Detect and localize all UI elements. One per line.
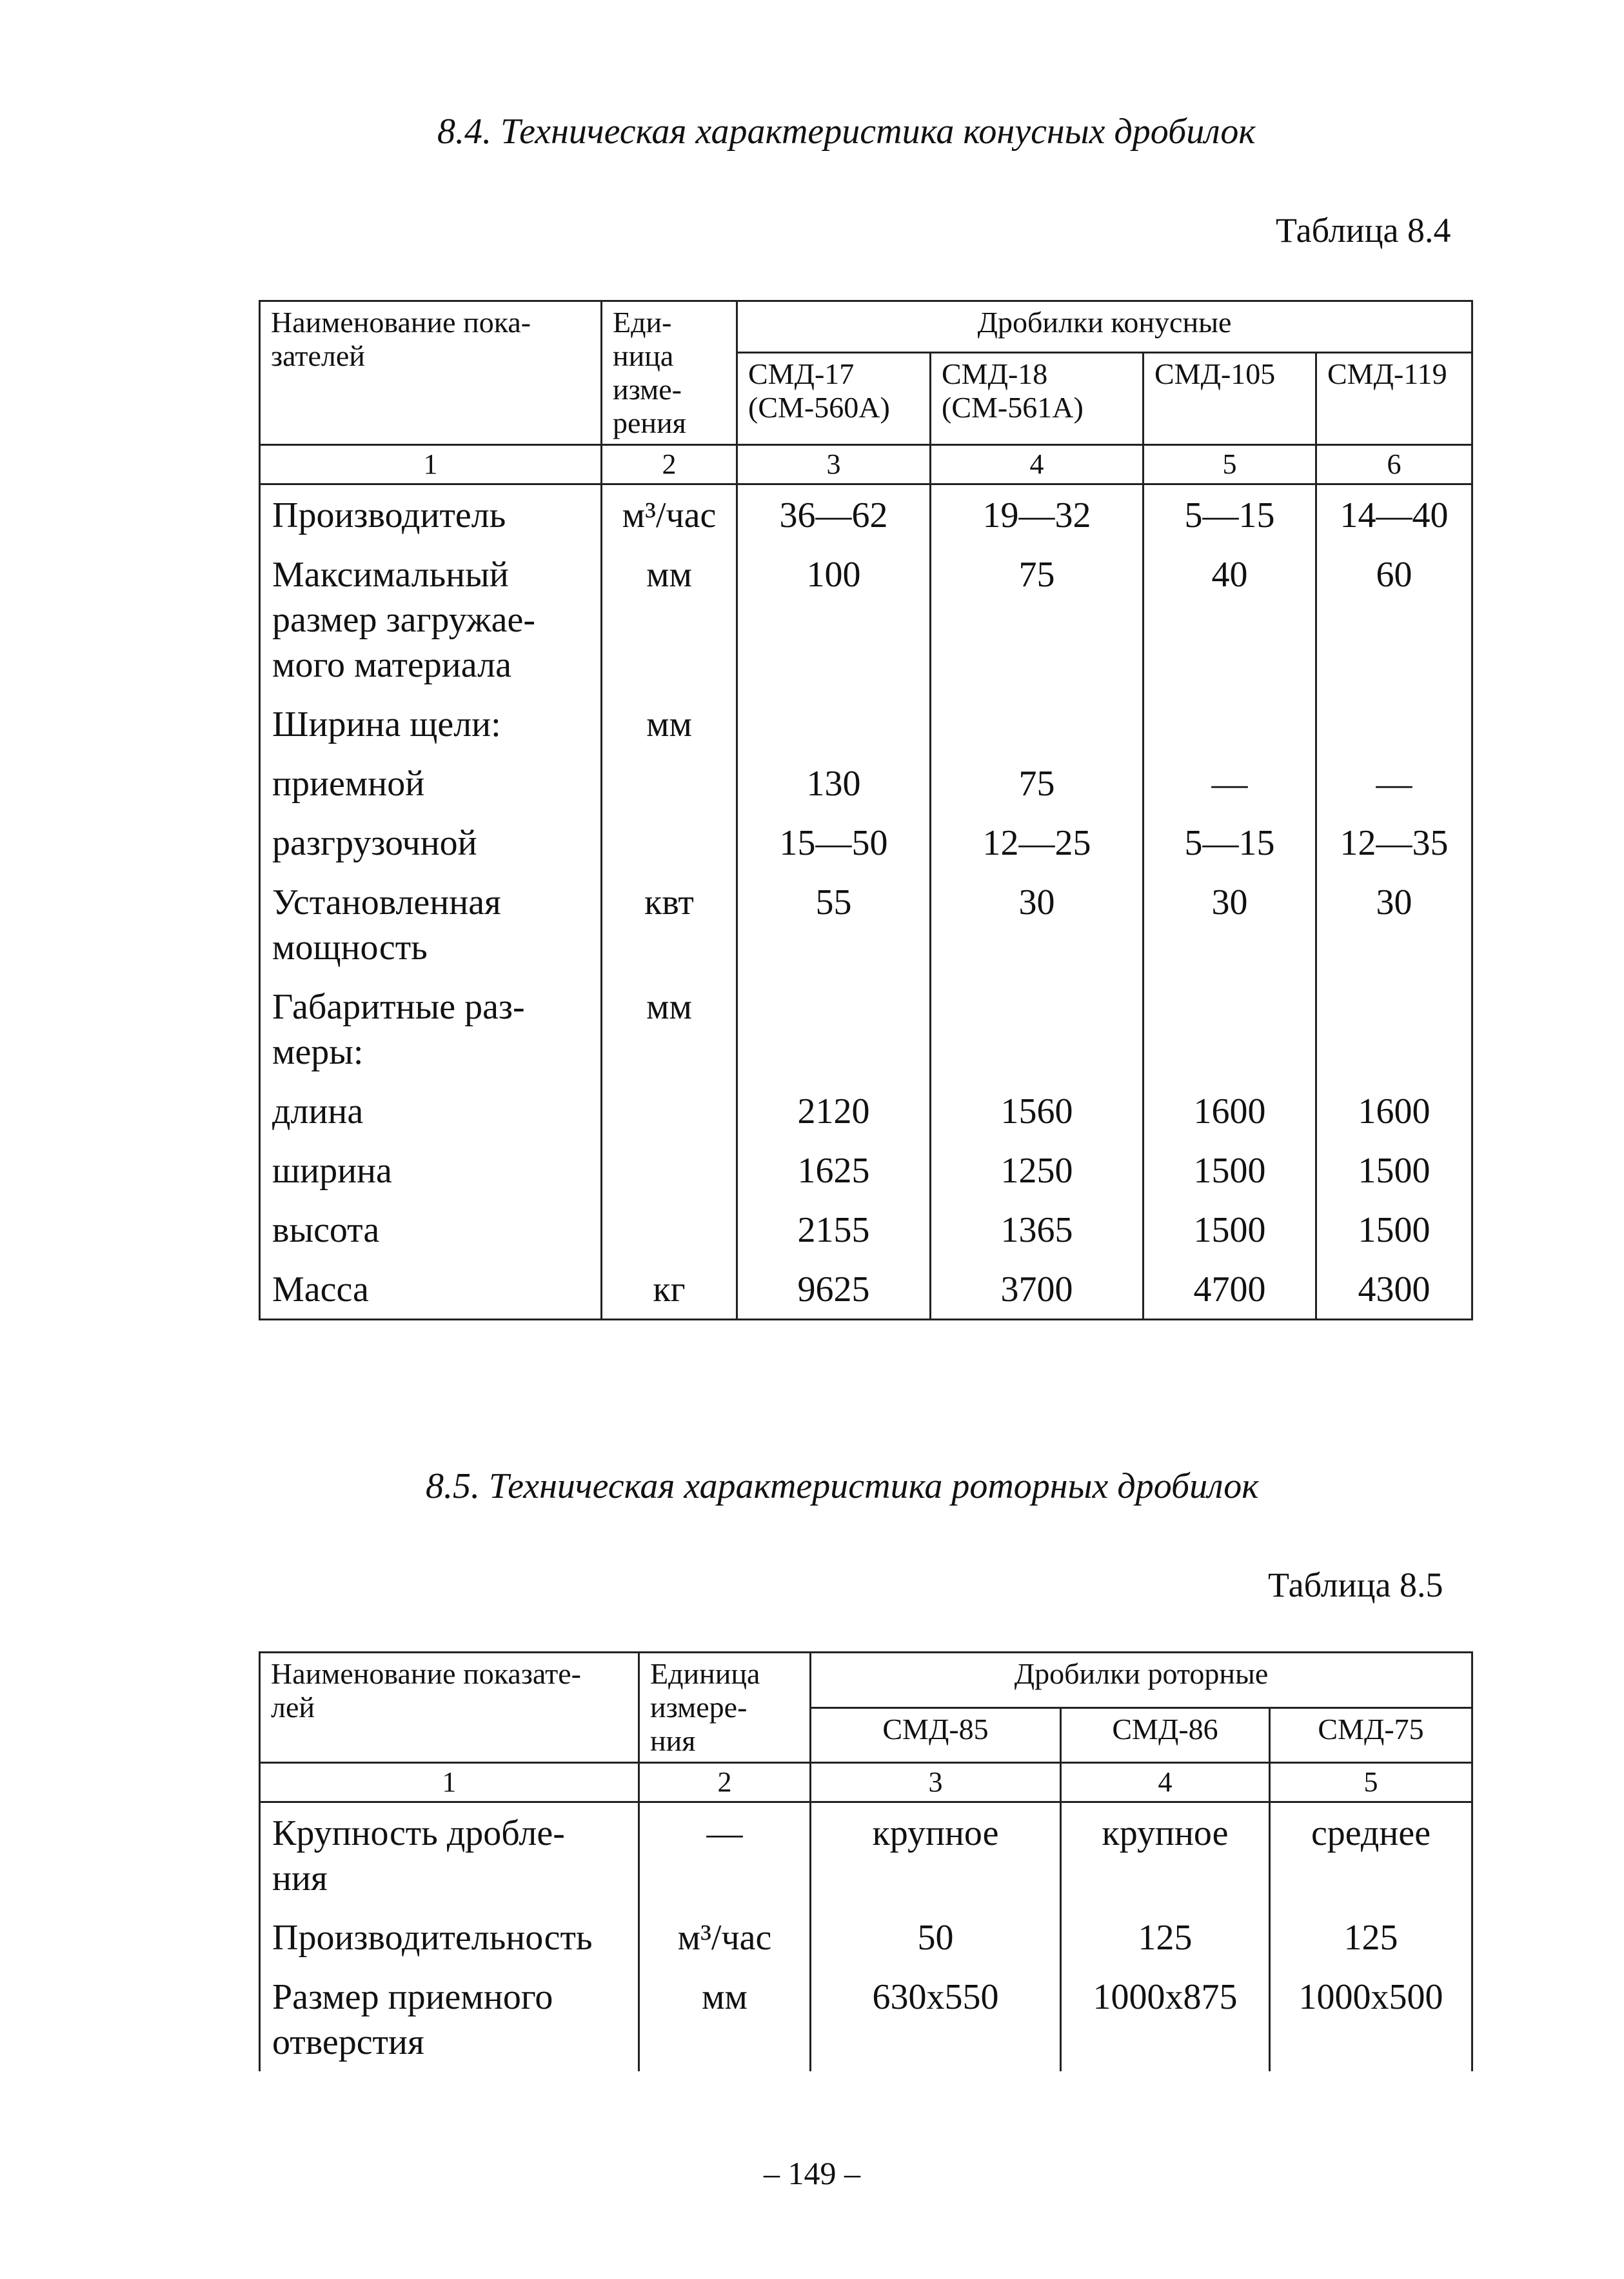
row-value-cell: 1500 <box>1316 1140 1472 1200</box>
row-value-cell <box>1316 694 1472 753</box>
row-value-cell: 4700 <box>1144 1259 1316 1320</box>
table-8-5 <box>259 1651 1473 2071</box>
column-number-cell: 4 <box>1061 1763 1270 1802</box>
table-row <box>260 1140 1472 1200</box>
row-value-cell: 75 <box>931 753 1144 813</box>
table-row <box>260 1259 1472 1320</box>
row-unit-cell: мм <box>602 977 737 1081</box>
row-value-cell: 55 <box>737 872 931 977</box>
row-value-cell: 19—32 <box>931 484 1144 545</box>
row-unit-cell <box>602 1081 737 1140</box>
row-value-cell: 1365 <box>931 1200 1144 1259</box>
row-value-cell: 2120 <box>737 1081 931 1140</box>
row-value-cell: 9625 <box>737 1259 931 1320</box>
row-value-cell: 1560 <box>931 1081 1144 1140</box>
row-unit-cell: мм <box>602 544 737 694</box>
row-value-cell: 1500 <box>1316 1200 1472 1259</box>
row-value-cell: 630х550 <box>811 1967 1061 2071</box>
row-name-cell: высота <box>260 1200 602 1259</box>
column-number-row <box>260 1763 1472 1802</box>
header-group-cell: Дробилки роторные <box>811 1653 1472 1708</box>
row-value-cell: 1000х875 <box>1061 1967 1270 2071</box>
row-value-cell: 100 <box>737 544 931 694</box>
table-row <box>260 484 1472 545</box>
section-title-8-5: 8.5. Техническая характеристика роторных дробилок <box>426 1466 1259 1506</box>
table-row <box>260 872 1472 977</box>
row-name-cell: разгрузочной <box>260 813 602 872</box>
row-value-cell: 125 <box>1270 1907 1472 1967</box>
row-unit-cell <box>602 1140 737 1200</box>
row-unit-cell: мм <box>602 694 737 753</box>
row-value-cell: 30 <box>931 872 1144 977</box>
table-row <box>260 1081 1472 1140</box>
table-row <box>260 544 1472 694</box>
row-value-cell: 30 <box>1144 872 1316 977</box>
row-unit-cell: кг <box>602 1259 737 1320</box>
row-value-cell: 12—25 <box>931 813 1144 872</box>
table-row <box>260 753 1472 813</box>
column-number-cell: 5 <box>1144 445 1316 484</box>
table-caption-8-4: Таблица 8.4 <box>1276 211 1451 250</box>
row-value-cell: 30 <box>1316 872 1472 977</box>
row-value-cell: 1500 <box>1144 1140 1316 1200</box>
row-value-cell <box>1144 694 1316 753</box>
row-name-cell: Габаритные раз- меры: <box>260 977 602 1081</box>
column-number-row <box>260 445 1472 484</box>
table-row <box>260 1967 1472 2071</box>
row-name-cell: ширина <box>260 1140 602 1200</box>
header-unit-cell: Единица измере- ния <box>639 1653 811 1763</box>
row-value-cell: крупное <box>1061 1802 1270 1908</box>
row-value-cell: 14—40 <box>1316 484 1472 545</box>
header-model-cell: СМД-86 <box>1061 1707 1270 1763</box>
row-name-cell: Масса <box>260 1259 602 1320</box>
table-row <box>260 977 1472 1081</box>
row-value-cell: 5—15 <box>1144 484 1316 545</box>
header-row <box>260 301 1472 353</box>
row-unit-cell <box>602 813 737 872</box>
row-value-cell <box>737 977 931 1081</box>
row-unit-cell: м³/час <box>639 1907 811 1967</box>
column-number-cell: 5 <box>1270 1763 1472 1802</box>
row-value-cell: 1500 <box>1144 1200 1316 1259</box>
row-value-cell <box>1144 977 1316 1081</box>
page-number: – 149 – <box>764 2155 860 2191</box>
row-value-cell: 36—62 <box>737 484 931 545</box>
column-number-cell: 3 <box>811 1763 1061 1802</box>
header-name-cell: Наименование пока- зателей <box>260 301 602 445</box>
table-caption-8-5: Таблица 8.5 <box>1268 1566 1443 1604</box>
row-name-cell: Установленная мощность <box>260 872 602 977</box>
row-value-cell: 5—15 <box>1144 813 1316 872</box>
row-name-cell: Производительность <box>260 1907 639 1967</box>
row-value-cell: 1600 <box>1144 1081 1316 1140</box>
row-value-cell <box>737 694 931 753</box>
header-unit-cell: Еди- ница изме- рения <box>602 301 737 445</box>
column-number-cell: 6 <box>1316 445 1472 484</box>
header-model-cell: СМД-18 (СМ-561А) <box>931 353 1144 445</box>
header-name-cell: Наименование показате- лей <box>260 1653 639 1763</box>
row-name-cell: Ширина щели: <box>260 694 602 753</box>
table-row <box>260 1802 1472 1908</box>
row-value-cell: среднее <box>1270 1802 1472 1908</box>
header-group-cell: Дробилки конусные <box>737 301 1472 353</box>
row-value-cell: 4300 <box>1316 1259 1472 1320</box>
table-row <box>260 813 1472 872</box>
row-name-cell: Максимальный размер загружае- мого материала <box>260 544 602 694</box>
row-value-cell: 3700 <box>931 1259 1144 1320</box>
row-value-cell: — <box>1144 753 1316 813</box>
row-unit-cell: м³/час <box>602 484 737 545</box>
row-value-cell: 12—35 <box>1316 813 1472 872</box>
row-value-cell: 125 <box>1061 1907 1270 1967</box>
row-value-cell: — <box>1316 753 1472 813</box>
row-value-cell: 1625 <box>737 1140 931 1200</box>
row-value-cell: 1250 <box>931 1140 1144 1200</box>
table-row <box>260 694 1472 753</box>
row-name-cell: Размер приемного отверстия <box>260 1967 639 2071</box>
row-name-cell: Производитель <box>260 484 602 545</box>
header-model-cell: СМД-105 <box>1144 353 1316 445</box>
row-value-cell: 60 <box>1316 544 1472 694</box>
row-value-cell: 75 <box>931 544 1144 694</box>
row-value-cell: 15—50 <box>737 813 931 872</box>
row-unit-cell <box>602 753 737 813</box>
row-value-cell <box>931 977 1144 1081</box>
header-model-cell: СМД-17 (СМ-560А) <box>737 353 931 445</box>
row-value-cell: 1600 <box>1316 1081 1472 1140</box>
column-number-cell: 4 <box>931 445 1144 484</box>
row-value-cell <box>931 694 1144 753</box>
row-unit-cell <box>602 1200 737 1259</box>
table-row <box>260 1907 1472 1967</box>
row-unit-cell: квт <box>602 872 737 977</box>
column-number-cell: 3 <box>737 445 931 484</box>
row-value-cell: 40 <box>1144 544 1316 694</box>
header-model-cell: СМД-85 <box>811 1707 1061 1763</box>
row-name-cell: Крупность дробле- ния <box>260 1802 639 1908</box>
row-value-cell: 1000х500 <box>1270 1967 1472 2071</box>
column-number-cell: 2 <box>639 1763 811 1802</box>
row-name-cell: длина <box>260 1081 602 1140</box>
row-value-cell: 2155 <box>737 1200 931 1259</box>
column-number-cell: 2 <box>602 445 737 484</box>
column-number-cell: 1 <box>260 445 602 484</box>
row-value-cell: 130 <box>737 753 931 813</box>
column-number-cell: 1 <box>260 1763 639 1802</box>
row-value-cell <box>1316 977 1472 1081</box>
section-title-8-4: 8.4. Техническая характеристика конусных дробилок <box>437 112 1256 152</box>
table-8-4 <box>259 300 1473 1320</box>
header-model-cell: СМД-119 <box>1316 353 1472 445</box>
row-unit-cell: мм <box>639 1967 811 2071</box>
header-row <box>260 1653 1472 1708</box>
row-name-cell: приемной <box>260 753 602 813</box>
table-row <box>260 1200 1472 1259</box>
row-value-cell: 50 <box>811 1907 1061 1967</box>
row-value-cell: крупное <box>811 1802 1061 1908</box>
row-unit-cell: — <box>639 1802 811 1908</box>
header-model-cell: СМД-75 <box>1270 1707 1472 1763</box>
